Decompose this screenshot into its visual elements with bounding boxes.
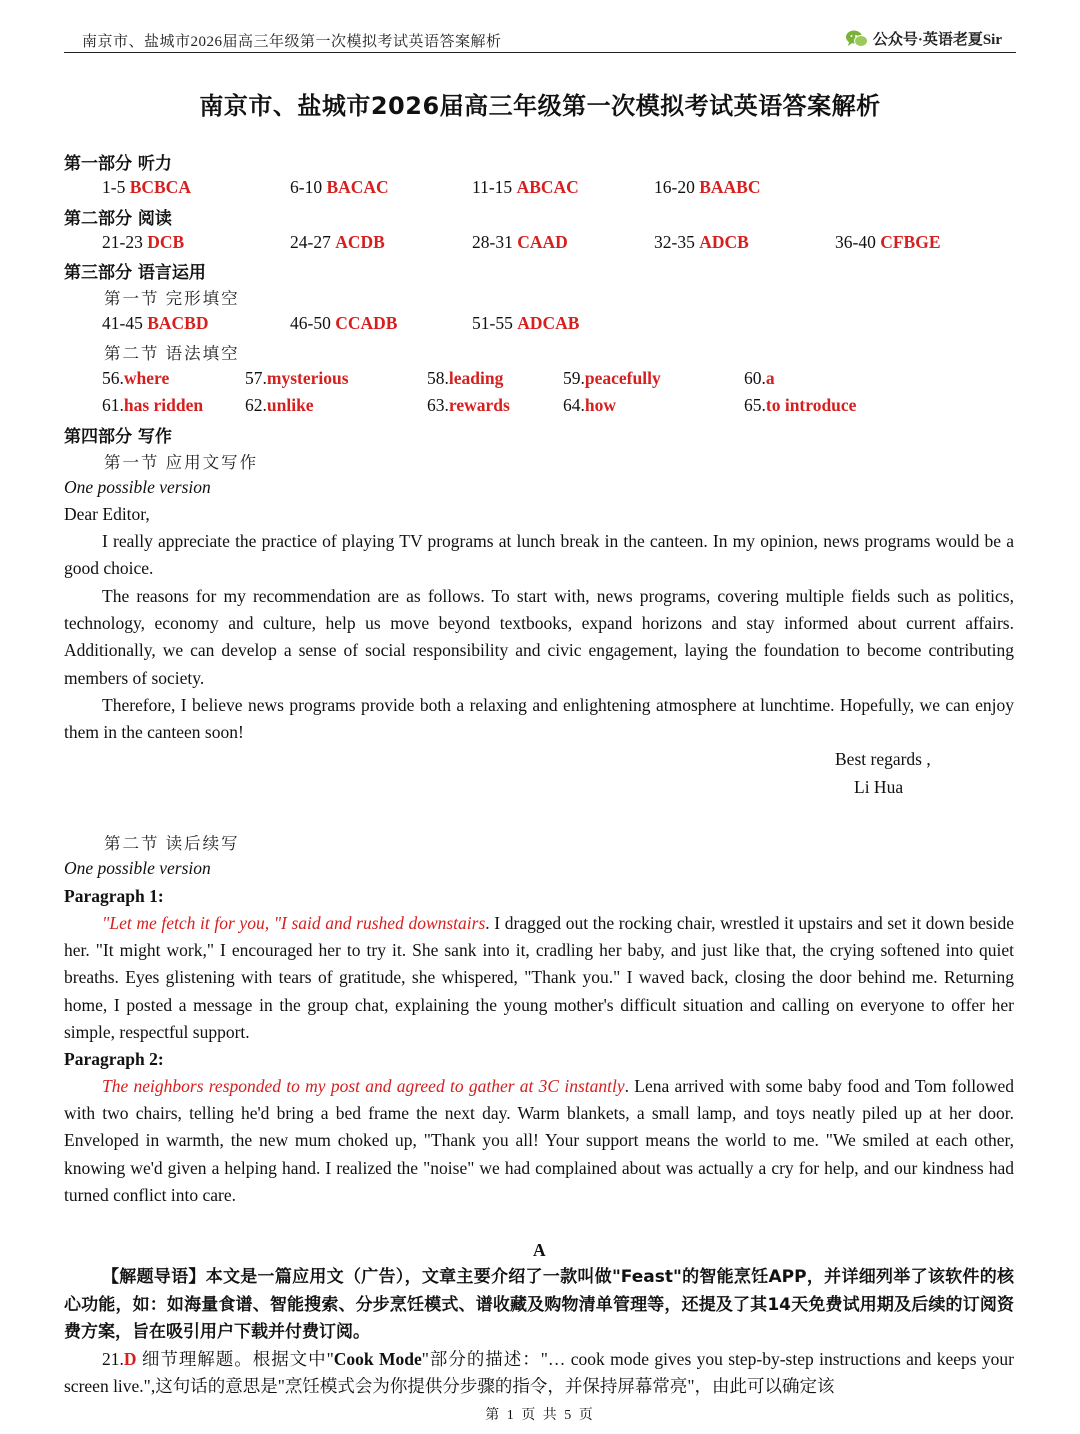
version-label: One possible version: [64, 477, 211, 497]
answer-group: 6-10 BACAC: [290, 177, 389, 197]
version-label: One possible version: [64, 858, 211, 878]
letter-paragraph: I really appreciate the practice of playing TV programs at lunch break in the canteen. In my opinion, news programs would be a good choice.: [64, 531, 1014, 579]
analysis-guide: 【解题导语】本文是一篇应用文（广告），文章主要介绍了一款叫做"Feast"的智能烹饪APP，并详细列举了该软件的核心功能，如：如海量食谱、智能搜索、分步烹饪模式、谱收藏及购物清单管理等，还提及了其14天免费试用期及后续的订阅资费方案，旨在吸引用户下载并付费订阅。: [64, 1267, 1014, 1342]
answer-group: 28-31 CAAD: [472, 232, 568, 252]
grammar-answer: 62.unlike: [245, 395, 314, 415]
continuation-subheading: 第二节 读后续写: [104, 834, 240, 853]
question-21-analysis: 21.D 细节理解题。根据文中"Cook Mode"部分的描述："… cook mode gives you step-by-step instructions and keeps your screen live.",这句话的意思是"烹饪模式会为你提供分步骤的指令，并保持屏幕常亮"，由此可以确定该: [64, 1349, 1015, 1397]
page-header: [64, 22, 1016, 53]
grammar-answer: 63.rewards: [427, 395, 510, 415]
writing-subheading: 第一节 应用文写作: [104, 453, 259, 472]
signature: Li Hua: [854, 777, 904, 797]
answer-group: 32-35 ADCB: [654, 232, 749, 252]
closing: Best regards ,: [835, 749, 931, 769]
header-title: 南京市、盐城市2026届高三年级第一次模拟考试英语答案解析: [82, 34, 502, 50]
part3-heading: 第三部分 语言运用: [64, 263, 206, 283]
answer-group: 41-45 BACBD: [102, 313, 209, 333]
page-footer: 第 1 页 共 5 页: [485, 1408, 595, 1423]
grammar-answer: 56.where: [102, 368, 170, 388]
page-title: 南京市、盐城市2026届高三年级第一次模拟考试英语答案解析: [199, 92, 881, 120]
part1-heading: 第一部分 听力: [64, 154, 172, 174]
grammar-answer: 65.to introduce: [744, 395, 857, 415]
story-paragraph-1: "Let me fetch it for you, "I said and rushed downstairs. I dragged out the rocking chair, wrestled it upstairs and set it down beside her. "It might work," I encouraged her to try it. She sank into it, cradling her baby, and just like that, the crying softened into quiet breaths. Eyes glistening with tears of gratitude, she whispered, "Thank you." I waved back, closing the door behind me. Returning home, I posted a message in the group chat, explaining the young mother's difficult situation and calling on everyone to offer her simple, respectful support.: [64, 913, 1014, 1042]
cloze-subheading: 第一节 完形填空: [104, 289, 240, 308]
section-letter: A: [533, 1240, 546, 1260]
answer-group: 51-55 ADCAB: [472, 313, 580, 333]
answer-group: 21-23 DCB: [102, 232, 185, 252]
grammar-answer: 64.how: [563, 395, 616, 415]
wechat-icon: [845, 29, 869, 49]
grammar-answer: 60.a: [744, 368, 775, 388]
salutation: Dear Editor,: [64, 504, 150, 524]
grammar-answer: 59.peacefully: [563, 368, 661, 388]
paragraph2-label: Paragraph 2:: [64, 1049, 164, 1069]
header-account-text: 公众号·英语老夏Sir: [872, 32, 1002, 48]
answer-group: 16-20 BAABC: [654, 177, 761, 197]
header-account: [845, 28, 1002, 49]
answer-group: 36-40 CFBGE: [835, 232, 941, 252]
letter-paragraph: Therefore, I believe news programs provide both a relaxing and enlightening atmosphere at lunchtime. Hopefully, we can enjoy them in the canteen soon!: [64, 695, 1014, 743]
grammar-answer: 57.mysterious: [245, 368, 349, 388]
letter-paragraph: The reasons for my recommendation are as follows. To start with, news programs, covering multiple fields such as politics, technology, economy and culture, help us move beyond textbooks, expand horizons and stay informed about current affairs. Additionally, we can develop a sense of social responsibility and civic engagement, laying the foundation to become contributing members of society.: [64, 586, 1014, 688]
part2-heading: 第二部分 阅读: [64, 209, 172, 229]
answer-group: 1-5 BCBCA: [102, 177, 191, 197]
grammar-answer: 58.leading: [427, 368, 504, 388]
answer-group: 46-50 CCADB: [290, 313, 398, 333]
story-paragraph-2: The neighbors responded to my post and agreed to gather at 3C instantly. Lena arrived with some baby food and Tom followed with two chairs, telling he'd bring a bed frame the next day. Warm blankets, a small lamp, and toys neatly piled up at her door. Enveloped in warmth, the new mum choked up, "Thank you all! Your support means the world to me. "We smiled at each other, knowing we'd given a helping hand. I realized the "noise" we had complained about was actually a cry for help, and our kindness had turned conflict into care.: [64, 1076, 1014, 1205]
part4-heading: 第四部分 写作: [64, 427, 172, 447]
grammar-answer: 61.has ridden: [102, 395, 204, 415]
grammar-subheading: 第二节 语法填空: [104, 344, 240, 363]
paragraph1-label: Paragraph 1:: [64, 886, 164, 906]
answer-group: 11-15 ABCAC: [472, 177, 579, 197]
answer-group: 24-27 ACDB: [290, 232, 385, 252]
